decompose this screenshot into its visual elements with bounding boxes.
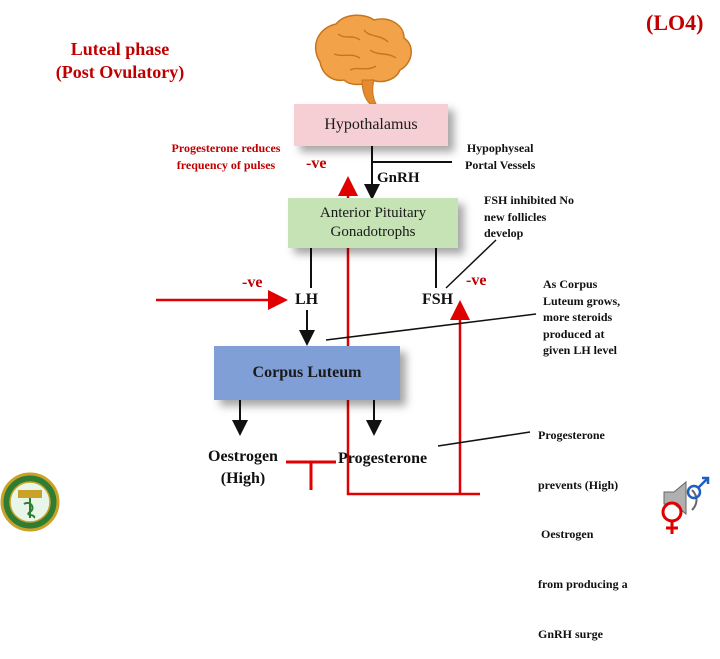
negative-feedback-left: -ve [242, 274, 263, 291]
brain-icon [316, 15, 412, 104]
page-title [30, 38, 210, 85]
learning-objective-tag: (LO4) [646, 10, 704, 35]
progesterone-label: Progesterone [338, 450, 428, 467]
portal-vessels-note: Hypophyseal Portal Vessels [465, 141, 536, 172]
corpus-luteum-box: Corpus Luteum [214, 346, 400, 400]
oestrogen-label: Oestrogen (High) [208, 448, 278, 488]
negative-feedback-top: -ve [306, 155, 327, 172]
title-line-1: Luteal phase [70, 39, 170, 59]
progesterone-prevents-note: Progesterone prevents (High) Oestrogen from producing a GnRH surge [538, 428, 628, 641]
lh-label: LH [295, 291, 319, 308]
gnrh-label: GnRH [377, 170, 420, 186]
fsh-inhibited-note: FSH inhibited No new follicles develop [484, 193, 575, 241]
anterior-pituitary-box [288, 198, 458, 248]
title-line-2: (Post Ovulatory) [55, 62, 185, 83]
progesterone-reduces-note: Progesterone reduces frequency of pulses [171, 141, 281, 172]
corpus-luteum-grows-note: As Corpus Luteum grows, more steroids produced at given LH level [543, 277, 621, 358]
speaker-female-icon [663, 478, 708, 534]
fsh-label: FSH [422, 291, 454, 308]
hypothalamus-box: Hypothalamus [294, 104, 448, 146]
anterior-pituitary-label: Anterior Pituitary [319, 205, 427, 222]
negative-feedback-right: -ve [466, 272, 487, 289]
gonadotrophs-label: Gonadotrophs [330, 224, 416, 240]
university-seal-logo [2, 474, 58, 530]
